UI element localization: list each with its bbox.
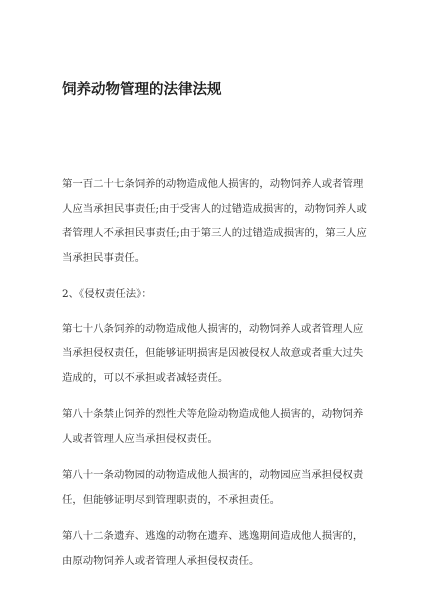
text-line: 由原动物饲养人或者管理人承担侵权责任。 (62, 554, 260, 567)
text-line: 人应当承担民事责任;由于受害人的过错造成损害的，动物饲养人或 (62, 202, 367, 215)
section-heading-tort-law (62, 282, 384, 307)
text-line: 第七十八条饲养的动物造成他人损害的，动物饲养人或者管理人应 (62, 322, 364, 335)
text-line: 当承担民事责任。 (62, 251, 146, 264)
paragraph-article-82 (62, 524, 384, 573)
text-line: 当承担侵权责任，但能够证明损害是因被侵权人故意或者重大过失 (62, 347, 364, 359)
document-body (62, 172, 384, 585)
text-line: 人或者管理人应当承担侵权责任。 (62, 432, 218, 445)
text-line: 第八十条禁止饲养的烈性犬等危险动物造成他人损害的，动物饲养 (62, 408, 364, 420)
text-line: 2、《侵权责任法》： (62, 288, 152, 300)
text-line: 第八十二条遗弃、逃逸的动物在遗弃、逃逸期间造成他人损害的， (62, 530, 364, 542)
text-line: 造成的，可以不承担或者减轻责任。 (62, 371, 229, 384)
paragraph-article-78 (62, 317, 384, 391)
text-line: 第八十一条动物园的动物造成他人损害的，动物园应当承担侵权责 (62, 469, 364, 481)
text-line: 第一百二十七条饲养的动物造成他人损害的，动物饲养人或者管理 (62, 178, 364, 190)
paragraph-article-80 (62, 402, 384, 451)
paragraph-article-81 (62, 463, 384, 512)
paragraph-article-127 (62, 172, 384, 270)
text-line: 者管理人不承担民事责任;由于第三人的过错造成损害的，第三人应 (62, 227, 367, 239)
text-line: 任，但能够证明尽到管理职责的，不承担责任。 (62, 493, 281, 506)
document-title: 饲养动物管理的法律法规 (62, 82, 222, 98)
